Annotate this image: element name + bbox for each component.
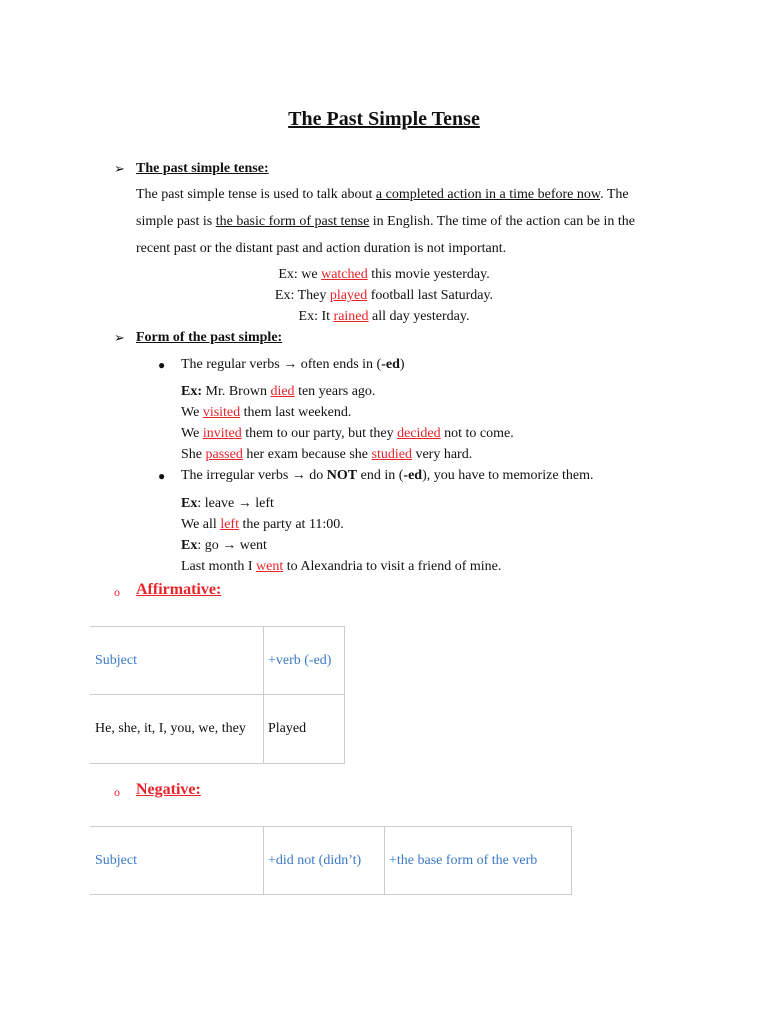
text: The regular verbs → often ends in ( [181,357,382,372]
table-row [91,695,345,764]
table-cell: +verb (-ed) [264,627,345,695]
negative-heading: Negative: [136,781,201,798]
example-label: Ex [181,538,198,553]
text: simple past is [136,214,216,229]
bold-text: NOT [326,468,358,483]
highlighted-verb: decided [397,426,441,441]
text: The past simple tense is used to talk about [136,187,376,202]
text: Mr. Brown [202,384,271,399]
affirmative-heading: Affirmative: [136,581,222,598]
text: end in ( [357,468,404,483]
bold-text: -ed [403,468,423,483]
text: them to our party, but they [241,426,398,441]
text: We [181,426,203,441]
text: them last weekend. [240,405,352,420]
table-cell: Subject [91,827,264,895]
dot-bullet-icon: ● [158,469,166,483]
text: very hard. [411,447,473,462]
example-line [181,405,351,421]
table-cell: He, she, it, I, you, we, they [91,695,264,764]
highlighted-verb: died [270,384,295,399]
table-cell: +the base form of the verb [385,827,572,895]
example-line [181,496,274,512]
example-line [181,384,375,400]
table-cell: +did not (didn’t) [264,827,385,895]
text: . The [600,187,629,202]
text: the party at 11:00. [238,517,344,532]
arrow-bullet-icon: ➢ [114,330,125,345]
example-label: Ex: [181,384,202,399]
text: Ex: They [274,288,330,303]
underlined-text: the basic form of past tense [215,214,370,229]
section-heading: Form of the past simple: [136,330,283,345]
text: in English. The time of the action can be in the [369,214,635,229]
example-line [0,309,768,325]
affirmative-table [90,626,345,764]
text: : leave → left [197,496,274,511]
section-heading: The past simple tense: [136,161,269,176]
text: this movie yesterday. [367,267,490,282]
table-cell: Played [264,695,345,764]
bullet-text [181,468,594,484]
highlighted-verb: rained [333,309,369,324]
highlighted-verb: invited [202,426,242,441]
text: ) [399,357,405,372]
text: The irregular verbs → do [181,468,327,483]
example-line [181,559,501,575]
example-line [181,426,514,442]
text: : go → went [197,538,267,553]
highlighted-verb: studied [371,447,412,462]
highlighted-verb: visited [202,405,241,420]
bold-text: -ed [381,357,400,372]
highlighted-verb: left [220,517,239,532]
paragraph-line [136,214,635,230]
highlighted-verb: watched [321,267,368,282]
underlined-text: a completed action in a time before now [375,187,601,202]
highlighted-verb: passed [205,447,243,462]
example-label: Ex [181,496,198,511]
text: her exam because she [242,447,372,462]
page-title: The Past Simple Tense [288,108,480,130]
text: Last month I [181,559,257,574]
bullet-text [181,357,405,373]
paragraph-line [136,187,629,203]
circle-bullet-icon: o [114,785,120,799]
highlighted-verb: played [329,288,368,303]
text: to Alexandria to visit a friend of mine. [283,559,502,574]
text: We all [181,517,221,532]
text: Ex: It [298,309,334,324]
text: We [181,405,203,420]
text: She [181,447,206,462]
negative-table [90,826,572,895]
example-line [181,538,267,554]
text: ), you have to memorize them. [422,468,594,483]
example-line [181,517,344,533]
table-header-row [91,827,572,895]
example-line [181,447,472,463]
dot-bullet-icon: ● [158,358,166,372]
highlighted-verb: went [256,559,284,574]
text: ten years ago. [294,384,376,399]
text: all day yesterday. [368,309,470,324]
example-line [0,288,768,304]
text: Ex: we [278,267,322,282]
circle-bullet-icon: o [114,585,120,599]
table-cell: Subject [91,627,264,695]
example-line [0,267,768,283]
table-header-row [91,627,345,695]
paragraph-line: recent past or the distant past and action duration is not important. [136,241,507,256]
arrow-bullet-icon: ➢ [114,161,125,176]
text: not to come. [440,426,514,441]
text: football last Saturday. [367,288,494,303]
